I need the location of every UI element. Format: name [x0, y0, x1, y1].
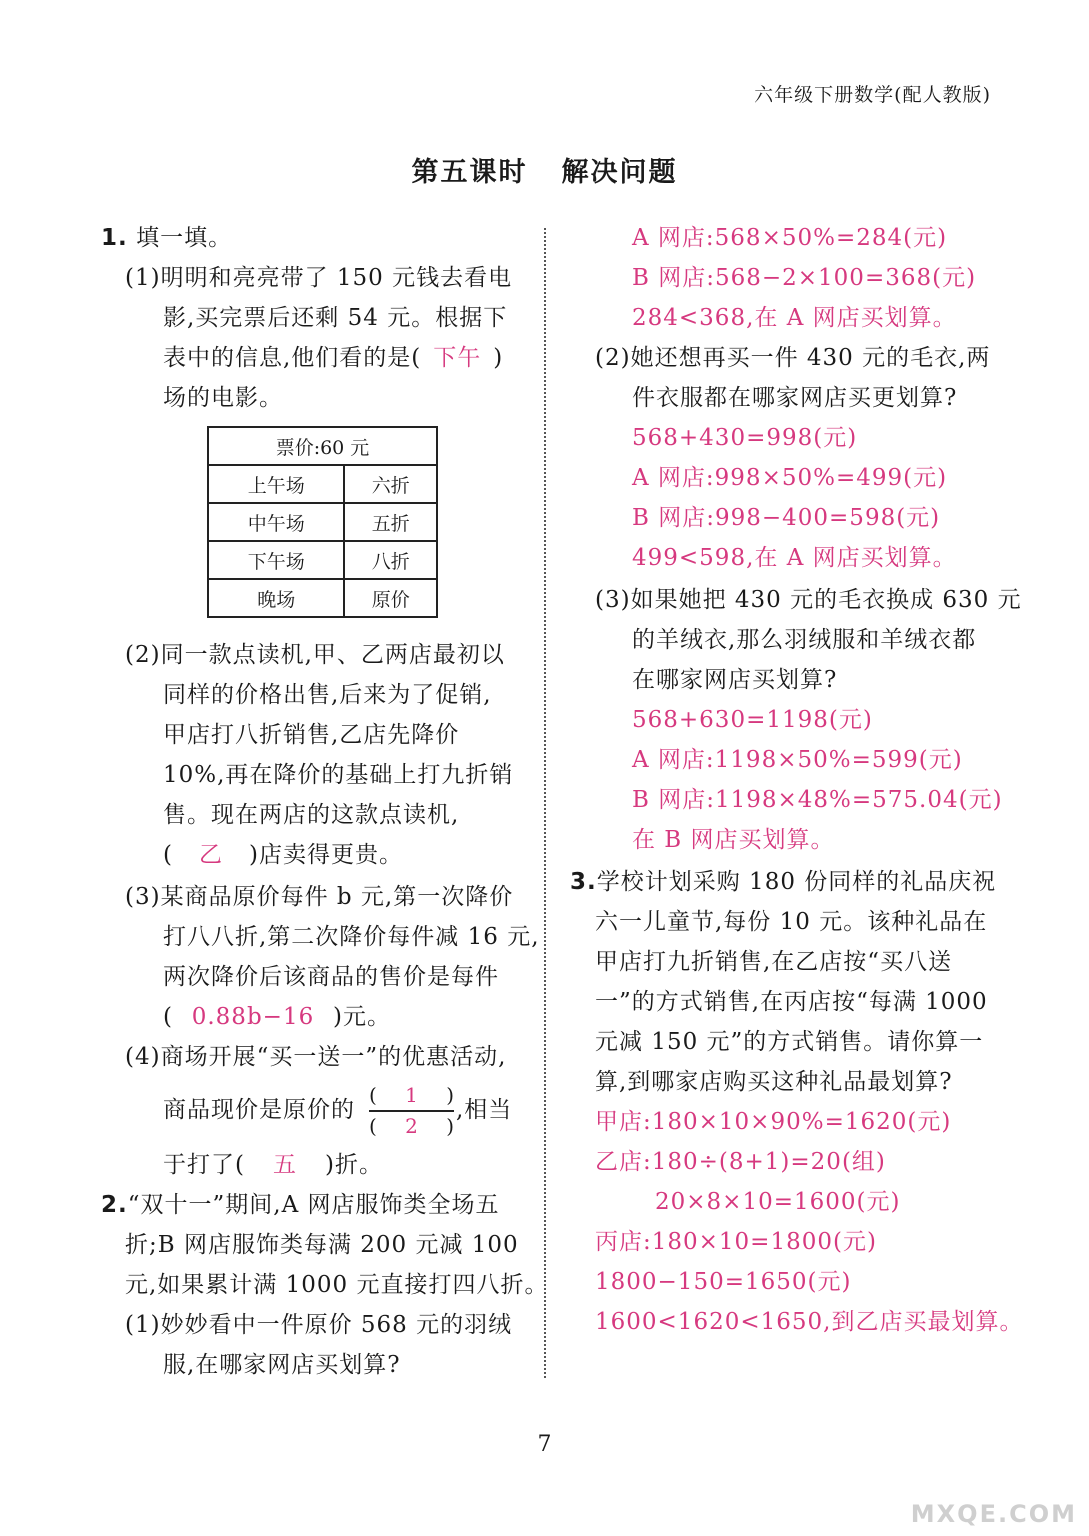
- q2-1-answer-line: B 网店:568−2×100=368(元): [632, 265, 977, 291]
- table-row: [208, 579, 437, 617]
- q2-line3: 元,如果累计满 1000 元直接打四八折。: [125, 1272, 549, 1298]
- q1-1-line1: (1)明明和亮亮带了 150 元钱去看电: [125, 265, 513, 291]
- q1-2-line1: (2)同一款点读机,甲、乙两店最初以: [125, 642, 505, 668]
- q3-answer-line: 1800−150=1650(元): [595, 1269, 852, 1295]
- fraction-denominator: ( 2 ): [369, 1114, 454, 1138]
- ticket-price-table: [207, 426, 438, 618]
- q3-line1: 3.学校计划采购 180 份同样的礼品庆祝: [570, 869, 997, 895]
- q1-4-line2-post: ,相当: [456, 1097, 513, 1123]
- table-cell-session: 晚场: [208, 579, 344, 617]
- q2-1-answer-line: 284<368,在 A 网店买划算。: [632, 305, 957, 331]
- q1-2-line6: [163, 835, 403, 875]
- q2-3-answer-line: 在 B 网店买划算。: [632, 827, 835, 853]
- q1-2-line2: 同样的价格出售,后来为了促销,: [163, 682, 492, 708]
- q1-2-line5: 售。现在两店的这款点读机,: [163, 802, 460, 828]
- q2-3-answer-line: A 网店:1198×50%=599(元): [632, 747, 963, 773]
- q1-2-line6-pre: (: [163, 842, 173, 868]
- table-cell-discount: 五折: [344, 503, 437, 541]
- q3-answer-line: 丙店:180×10=1800(元): [595, 1229, 877, 1255]
- q2-2-answer-line: B 网店:998−400=598(元): [632, 505, 941, 531]
- q2-2-answer-line: 568+430=998(元): [632, 425, 858, 451]
- q1-1-line3-post: ): [493, 345, 504, 371]
- q2-3-answer-line: B 网店:1198×48%=575.04(元): [632, 787, 1003, 813]
- page-title: [0, 150, 1089, 189]
- q2-2-answer-line: 499<598,在 A 网店买划算。: [632, 545, 957, 571]
- q2-line2: 折;B 网店服饰类每满 200 元减 100: [125, 1232, 519, 1258]
- q3-answer-line: 乙店:180÷(8+1)=20(组): [595, 1149, 886, 1175]
- table-row: [208, 503, 437, 541]
- q1-text: 填一填。: [136, 225, 233, 251]
- q1-2-answer: 乙: [198, 842, 223, 868]
- q3-answer-line: 20×8×10=1600(元): [655, 1189, 901, 1215]
- table-cell-session: 下午场: [208, 541, 344, 579]
- q3-line6: 算,到哪家店购买这种礼品最划算?: [595, 1069, 953, 1095]
- q3-number: 3.: [570, 869, 597, 895]
- table-cell-session: 中午场: [208, 503, 344, 541]
- table-cell-session: 上午场: [208, 465, 344, 503]
- q1-4-line1: (4)商场开展“买一送一”的优惠活动,: [125, 1044, 507, 1070]
- q1-3-line4-pre: (: [163, 1004, 173, 1030]
- q3-line3: 甲店打九折销售,在乙店按“买八送: [595, 949, 953, 975]
- q1-3-answer: 0.88b−16: [191, 1004, 315, 1030]
- table-row: [208, 465, 437, 503]
- q1-2-line4: 10%,再在降价的基础上打九折销: [163, 762, 514, 788]
- title-topic: 解决问题: [561, 157, 678, 188]
- q1-4-line2-pre: 商品现价是原价的: [163, 1097, 355, 1123]
- q3-line2: 六一儿童节,每份 10 元。该种礼品在: [595, 909, 988, 935]
- q1-3-line3: 两次降价后该商品的售价是每件: [163, 964, 499, 990]
- q2-3-line3: 在哪家网店买划算?: [632, 667, 838, 693]
- table-cell-discount: 原价: [344, 579, 437, 617]
- q3-line5: 元减 150 元”的方式销售。请你算一: [595, 1029, 984, 1055]
- q1-2-line3: 甲店打八折销售,乙店先降价: [163, 722, 460, 748]
- page-number: 7: [537, 1432, 552, 1457]
- q2-line1: 2.“双十一”期间,A 网店服饰类全场五: [101, 1192, 500, 1218]
- q3-line4: 一”的方式销售,在丙店按“每满 1000: [595, 989, 988, 1015]
- q2-3-line1: (3)如果她把 430 元的毛衣换成 630 元: [595, 587, 1022, 613]
- q1-1-line4: 场的电影。: [163, 385, 283, 411]
- fraction: [369, 1082, 454, 1139]
- q1-3-line4: [163, 997, 391, 1037]
- q1-4-answer: 五: [272, 1152, 297, 1178]
- q1-4-line3-pre: 于打了(: [163, 1152, 245, 1178]
- fraction-bar: [369, 1110, 454, 1112]
- q2-2-answer-line: A 网店:998×50%=499(元): [632, 465, 948, 491]
- table-cell-discount: 六折: [344, 465, 437, 503]
- q2-number: 2.: [101, 1192, 128, 1218]
- q1-1-line2: 影,买完票后还剩 54 元。根据下: [163, 305, 508, 331]
- q1-4-line3-post: )折。: [324, 1152, 383, 1178]
- q1-1-line3-pre: 表中的信息,他们看的是(: [163, 345, 422, 371]
- q1-2-line6-post: )店卖得更贵。: [248, 842, 403, 868]
- q1-heading: [101, 218, 232, 258]
- title-lesson: 第五课时: [411, 157, 528, 188]
- q3-answer-line: 1600<1620<1650,到乙店买最划算。: [595, 1309, 1024, 1335]
- q2-2-line2: 件衣服都在哪家网店买更划算?: [632, 385, 958, 411]
- q3-answer-line: 甲店:180×10×90%=1620(元): [595, 1109, 952, 1135]
- q1-1-line3: [163, 338, 503, 378]
- q2-1-answer-line: A 网店:568×50%=284(元): [632, 225, 948, 251]
- q2-3-answer-line: 568+630=1198(元): [632, 707, 873, 733]
- q2-2-line1: (2)她还想再买一件 430 元的毛衣,两: [595, 345, 991, 371]
- page-header: 六年级下册数学(配人教版): [754, 84, 991, 106]
- fraction-numerator: ( 1 ): [369, 1083, 454, 1107]
- q1-3-line2: 打八八折,第二次降价每件减 16 元,: [163, 924, 540, 950]
- table-header: 票价:60 元: [208, 427, 437, 465]
- q1-3-line1: (3)某商品原价每件 b 元,第一次降价: [125, 884, 514, 910]
- q1-1-answer: 下午: [433, 345, 482, 371]
- q1-number: 1.: [101, 225, 128, 251]
- q2-1-line2: 服,在哪家网店买划算?: [163, 1352, 401, 1378]
- table-row: [208, 541, 437, 579]
- q1-4-line3: [163, 1145, 383, 1185]
- q2-1-line1: (1)妙妙看中一件原价 568 元的羽绒: [125, 1312, 513, 1338]
- table-cell-discount: 八折: [344, 541, 437, 579]
- watermark: MXQE.COM: [910, 1500, 1077, 1528]
- table-header-row: [208, 427, 437, 465]
- q1-3-line4-post: )元。: [332, 1004, 391, 1030]
- q2-3-line2: 的羊绒衣,那么羽绒服和羊绒衣都: [632, 627, 977, 653]
- column-divider: [544, 228, 546, 1378]
